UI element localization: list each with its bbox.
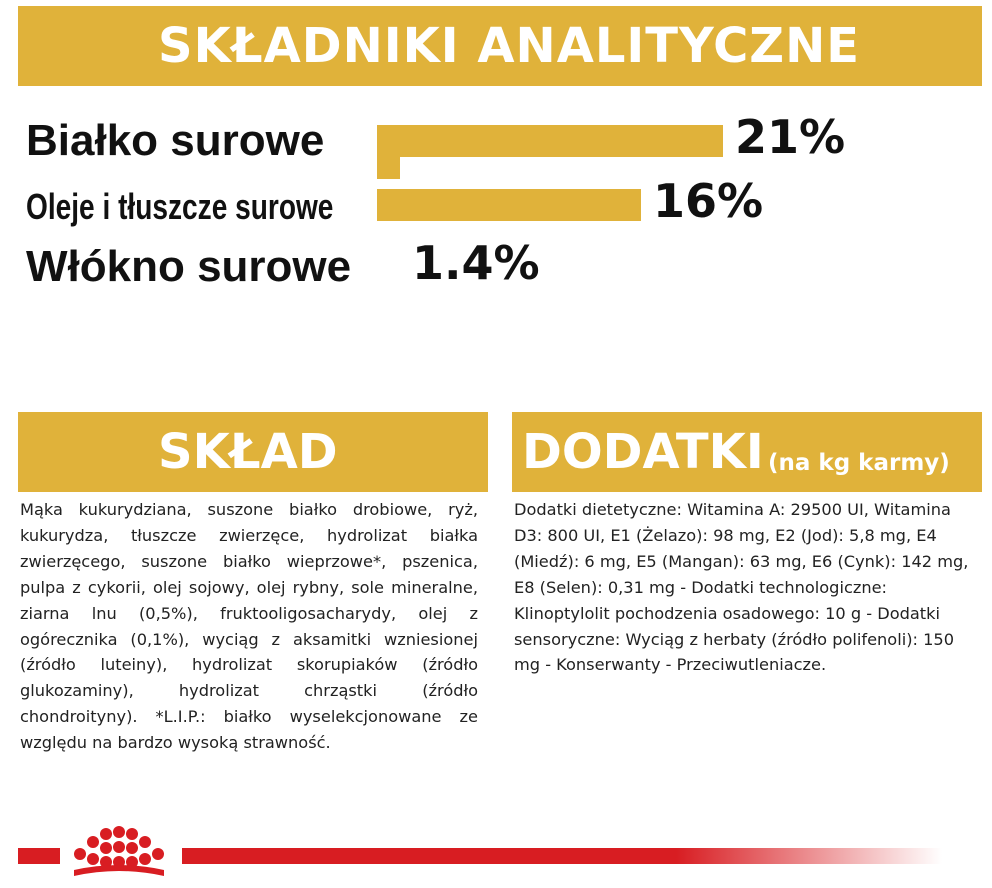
analytic-row — [0, 236, 992, 302]
analytic-bar — [377, 189, 641, 221]
analytic-row-label: Włókno surowe — [26, 242, 352, 291]
dodatki-subtitle: (na kg karmy) — [768, 450, 950, 476]
analytic-bar — [377, 125, 723, 157]
analytic-row-value: 1.4% — [412, 236, 540, 290]
footer-line-left — [18, 848, 60, 864]
analytic-banner — [18, 6, 982, 86]
dodatki-banner — [512, 412, 982, 492]
analytic-row-value: 16% — [653, 174, 764, 228]
royal-canin-crown-icon — [66, 826, 172, 882]
sklad-text: Mąka kukurydziana, suszone białko drobiowe, ryż, kukurydza, tłuszcze zwierzęce, hydrolizat białka zwierzęcego, suszone białko wieprzowe*, pszenica, pulpa z cykorii, olej sojowy, olej rybny, sole mineralne, ziarna lnu (0,5%), fruktooligosacharydy, olej z ogórecznika (0,1%), wyciąg z aksamitki wzniesionej (źródło luteiny), hydrolizat skorupiaków (źródło glukozaminy), hydrolizat chrząstki (źródło chondroityny). *L.I.P.: białko wyselekcjonowane ze względu na bardzo wysoką strawność. — [20, 500, 478, 753]
analytic-row-value: 21% — [735, 110, 846, 164]
sklad-banner — [18, 412, 488, 492]
sklad-title: SKŁAD — [158, 424, 338, 480]
dodatki-title: DODATKI — [522, 424, 764, 480]
analytic-title: SKŁADNIKI ANALITYCZNE — [158, 18, 861, 74]
dodatki-text: Dodatki dietetyczne: Witamina A: 29500 UI, Witamina D3: 800 UI, E1 (Żelazo): 98 mg, E2 (Jod): 5,8 mg, E4 (Miedź): 6 mg, E5 (Mangan): 63 mg, E6 (Cynk): 142 mg, E8 (Selen): 0,31 mg - Dodatki technologiczne: Klinoptylolit pochodzenia osadowego: 10 g - Dodatki sensoryczne: Wyciąg z herbaty (źródło polifenoli): 150 mg - Konserwanty - Przeciwutleniacze. — [514, 500, 969, 675]
analytic-row-label: Białko surowe — [26, 116, 325, 165]
analytic-bar — [377, 147, 400, 179]
analytic-row — [0, 174, 992, 240]
footer-line — [182, 848, 942, 864]
analytic-row — [0, 110, 992, 176]
analytic-row-label: Oleje i tłuszcze surowe — [26, 186, 334, 227]
